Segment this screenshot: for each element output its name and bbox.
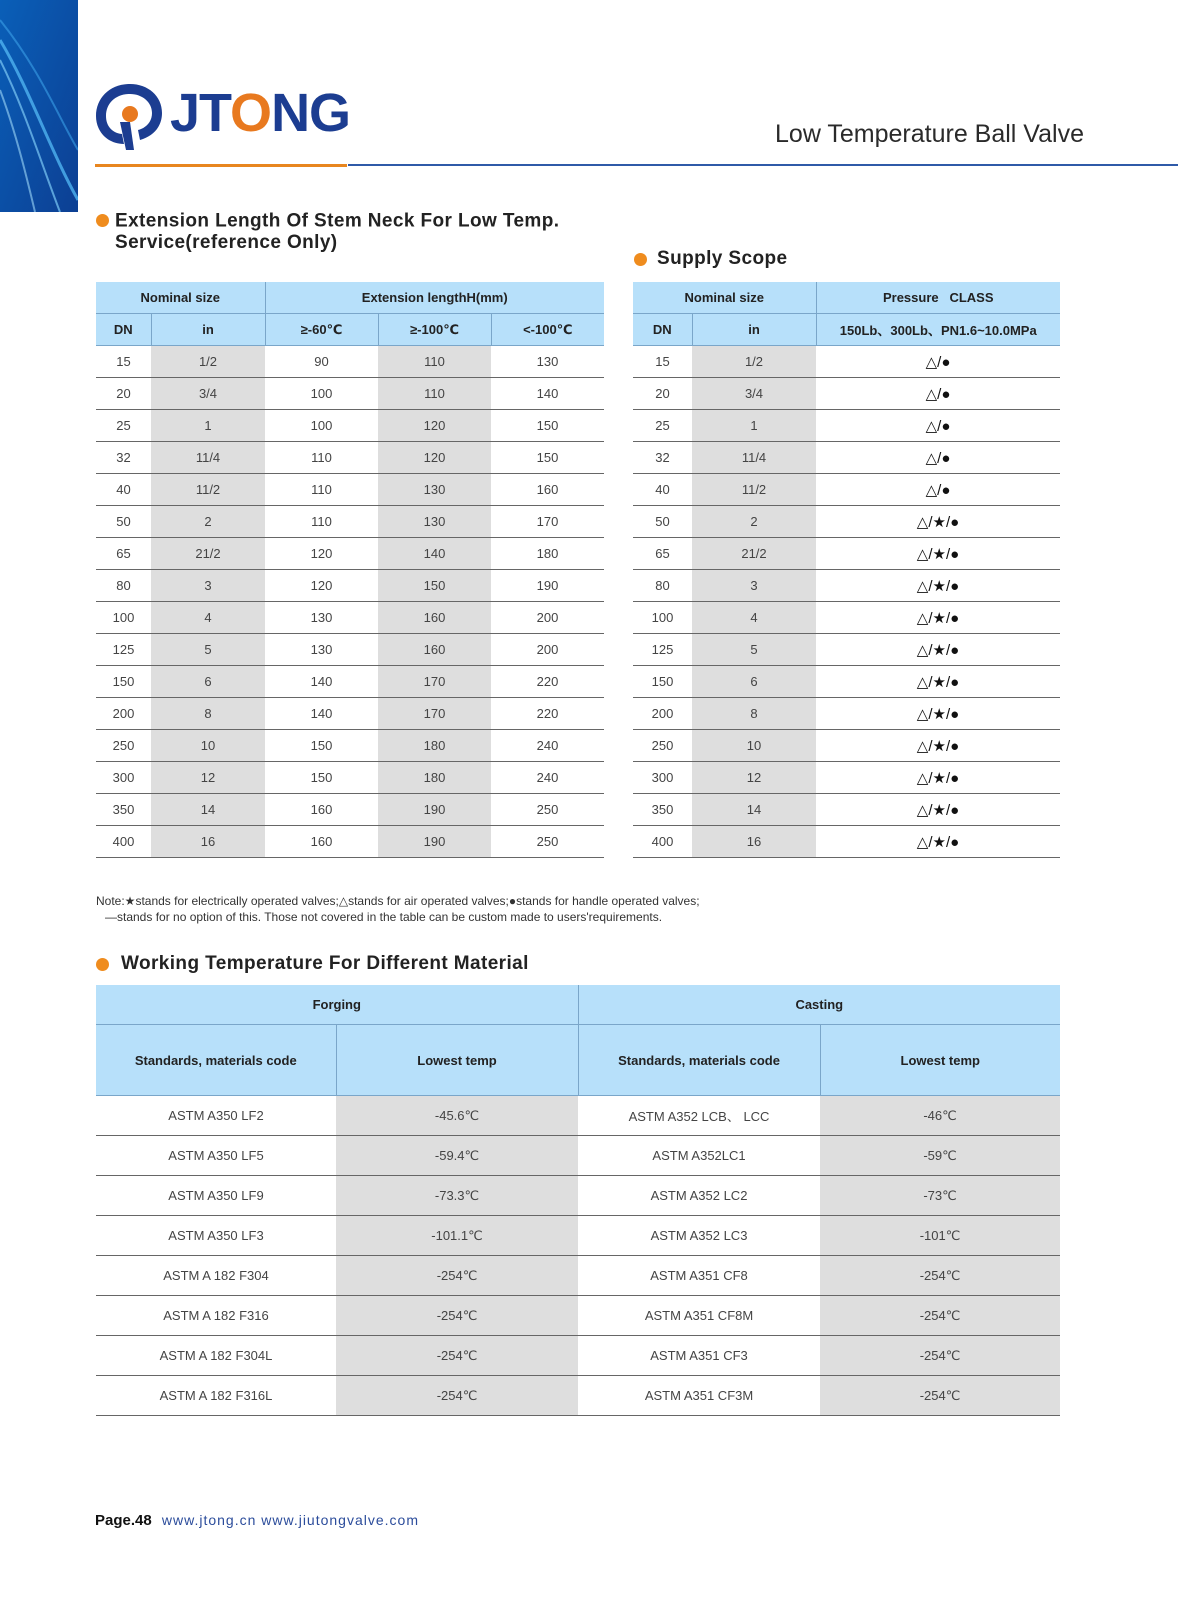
table-row bbox=[96, 1176, 1060, 1216]
header-temp-60: ≥-60℃ bbox=[265, 314, 378, 346]
table-cell: △/● bbox=[816, 346, 1060, 378]
table-row bbox=[96, 762, 604, 794]
table-row bbox=[633, 410, 1060, 442]
table-cell: -254℃ bbox=[336, 1256, 578, 1296]
table-cell: 50 bbox=[96, 506, 151, 538]
table-cell: -59.4℃ bbox=[336, 1136, 578, 1176]
table-cell: 140 bbox=[378, 538, 491, 570]
supply-scope-table bbox=[633, 282, 1060, 858]
table-cell: 40 bbox=[633, 474, 692, 506]
table-cell: 200 bbox=[633, 698, 692, 730]
legend-note bbox=[96, 893, 700, 925]
table-cell: △/● bbox=[816, 474, 1060, 506]
table-cell: 15 bbox=[96, 346, 151, 378]
table-cell: 110 bbox=[378, 346, 491, 378]
table-row bbox=[96, 410, 604, 442]
table-cell: 14 bbox=[151, 794, 265, 826]
table-cell: 160 bbox=[265, 794, 378, 826]
table-cell: 25 bbox=[96, 410, 151, 442]
table-cell: 4 bbox=[692, 602, 816, 634]
table-cell: -254℃ bbox=[336, 1376, 578, 1416]
table-cell: -45.6℃ bbox=[336, 1096, 578, 1136]
table-cell: 170 bbox=[378, 698, 491, 730]
table-cell: 120 bbox=[265, 570, 378, 602]
table-row bbox=[633, 826, 1060, 858]
table-row bbox=[96, 378, 604, 410]
table-cell: 3 bbox=[692, 570, 816, 602]
table-cell: ASTM A351 CF8M bbox=[578, 1296, 820, 1336]
table-cell: △/● bbox=[816, 410, 1060, 442]
table-cell: 10 bbox=[692, 730, 816, 762]
table-row bbox=[96, 602, 604, 634]
table-cell: 190 bbox=[378, 794, 491, 826]
table-cell: △/● bbox=[816, 378, 1060, 410]
table-cell: 300 bbox=[633, 762, 692, 794]
header-casting-lowest-temp: Lowest temp bbox=[820, 1025, 1060, 1096]
extension-table-body bbox=[96, 346, 604, 858]
table-cell: 2 bbox=[692, 506, 816, 538]
table-row bbox=[633, 730, 1060, 762]
corner-graphic bbox=[0, 0, 78, 212]
table-cell: 150 bbox=[96, 666, 151, 698]
table-cell: 16 bbox=[692, 826, 816, 858]
table-row bbox=[633, 666, 1060, 698]
table-cell: 130 bbox=[265, 602, 378, 634]
table-cell: 110 bbox=[265, 506, 378, 538]
table-cell: 190 bbox=[378, 826, 491, 858]
table-row bbox=[633, 794, 1060, 826]
table-cell: ASTM A352 LCB、 LCC bbox=[578, 1096, 820, 1136]
table-cell: ASTM A350 LF5 bbox=[96, 1136, 336, 1176]
table-row bbox=[96, 1216, 1060, 1256]
table-cell: -59℃ bbox=[820, 1136, 1060, 1176]
table-cell: 5 bbox=[692, 634, 816, 666]
table-cell: 100 bbox=[633, 602, 692, 634]
table-cell: ASTM A351 CF8 bbox=[578, 1256, 820, 1296]
table-cell: 150 bbox=[378, 570, 491, 602]
table-cell: 110 bbox=[265, 474, 378, 506]
table-cell: 1 bbox=[151, 410, 265, 442]
header-casting: Casting bbox=[578, 985, 1060, 1025]
table-cell: 20 bbox=[96, 378, 151, 410]
table-cell: 180 bbox=[378, 730, 491, 762]
table-cell: 130 bbox=[378, 506, 491, 538]
table-cell: 4 bbox=[151, 602, 265, 634]
table-row bbox=[96, 1376, 1060, 1416]
table-row bbox=[96, 666, 604, 698]
table-cell: ASTM A 182 F316L bbox=[96, 1376, 336, 1416]
extension-length-table bbox=[96, 282, 604, 858]
table-cell: 120 bbox=[378, 442, 491, 474]
table-row bbox=[96, 1136, 1060, 1176]
table-cell: 170 bbox=[491, 506, 604, 538]
table-cell: 240 bbox=[491, 730, 604, 762]
table-cell: -254℃ bbox=[336, 1296, 578, 1336]
table-cell: 1/2 bbox=[151, 346, 265, 378]
table-cell: 65 bbox=[633, 538, 692, 570]
table-row bbox=[633, 474, 1060, 506]
table-cell: ASTM A 182 F316 bbox=[96, 1296, 336, 1336]
table-cell: 120 bbox=[378, 410, 491, 442]
table-cell: △/★/● bbox=[816, 506, 1060, 538]
table-cell: -73.3℃ bbox=[336, 1176, 578, 1216]
table-cell: △/★/● bbox=[816, 570, 1060, 602]
header-casting-standards: Standards, materials code bbox=[578, 1025, 820, 1096]
table-cell: △/★/● bbox=[816, 826, 1060, 858]
table-cell: 180 bbox=[378, 762, 491, 794]
document-title: Low Temperature Ball Valve bbox=[775, 120, 1084, 148]
table-cell: 160 bbox=[265, 826, 378, 858]
table-cell: 6 bbox=[692, 666, 816, 698]
table-cell: -254℃ bbox=[820, 1256, 1060, 1296]
table-cell: -101℃ bbox=[820, 1216, 1060, 1256]
table-row bbox=[96, 698, 604, 730]
table-row bbox=[633, 570, 1060, 602]
table-cell: ASTM A351 CF3M bbox=[578, 1376, 820, 1416]
table-cell: 6 bbox=[151, 666, 265, 698]
table-cell: △/★/● bbox=[816, 634, 1060, 666]
header-forging-standards: Standards, materials code bbox=[96, 1025, 336, 1096]
header-nominal-size: Nominal size bbox=[96, 282, 265, 314]
table-cell: △/★/● bbox=[816, 762, 1060, 794]
header-blue-rule bbox=[348, 164, 1178, 166]
table-row bbox=[633, 346, 1060, 378]
table-row bbox=[96, 346, 604, 378]
table-cell: 16 bbox=[151, 826, 265, 858]
table-cell: 32 bbox=[633, 442, 692, 474]
page-number: Page.48 bbox=[95, 1512, 152, 1529]
table-cell: 150 bbox=[633, 666, 692, 698]
table-cell: 150 bbox=[265, 730, 378, 762]
table-cell: 160 bbox=[378, 634, 491, 666]
table-row bbox=[633, 442, 1060, 474]
table-cell: 140 bbox=[491, 378, 604, 410]
table-cell: 80 bbox=[96, 570, 151, 602]
table-cell: 14 bbox=[692, 794, 816, 826]
table-cell: 240 bbox=[491, 762, 604, 794]
header-in: in bbox=[692, 314, 816, 346]
table-cell: 120 bbox=[265, 538, 378, 570]
table-cell: 90 bbox=[265, 346, 378, 378]
table-cell: 10 bbox=[151, 730, 265, 762]
table-cell: △/★/● bbox=[816, 538, 1060, 570]
table-cell: 220 bbox=[491, 698, 604, 730]
table-cell: 190 bbox=[491, 570, 604, 602]
table-cell: -254℃ bbox=[336, 1336, 578, 1376]
table-cell: 11/2 bbox=[692, 474, 816, 506]
table-cell: 3/4 bbox=[692, 378, 816, 410]
bullet-icon bbox=[96, 958, 109, 971]
table-row bbox=[633, 378, 1060, 410]
table-cell: 130 bbox=[491, 346, 604, 378]
table-cell: 160 bbox=[491, 474, 604, 506]
page-footer bbox=[95, 1512, 419, 1529]
table-row bbox=[96, 506, 604, 538]
table-cell: ASTM A352LC1 bbox=[578, 1136, 820, 1176]
table-row bbox=[633, 506, 1060, 538]
table-cell: 11/2 bbox=[151, 474, 265, 506]
table-cell: 11/4 bbox=[692, 442, 816, 474]
table-cell: 32 bbox=[96, 442, 151, 474]
bullet-icon bbox=[96, 214, 109, 227]
table-cell: -101.1℃ bbox=[336, 1216, 578, 1256]
table-cell: 150 bbox=[265, 762, 378, 794]
table-cell: ASTM A 182 F304 bbox=[96, 1256, 336, 1296]
header-nominal-size: Nominal size bbox=[633, 282, 816, 314]
table-cell: -254℃ bbox=[820, 1376, 1060, 1416]
table-cell: ASTM A351 CF3 bbox=[578, 1336, 820, 1376]
logo-wordmark: JTONG bbox=[170, 83, 351, 143]
table-cell: 21/2 bbox=[692, 538, 816, 570]
table-row bbox=[96, 442, 604, 474]
header-temp-100: ≥-100℃ bbox=[378, 314, 491, 346]
table-row bbox=[96, 826, 604, 858]
table-cell: 125 bbox=[633, 634, 692, 666]
table-cell: 20 bbox=[633, 378, 692, 410]
working-temp-table-body bbox=[96, 1096, 1060, 1416]
table-cell: 350 bbox=[633, 794, 692, 826]
table-row bbox=[96, 794, 604, 826]
brand-logo bbox=[94, 78, 354, 152]
bullet-icon bbox=[634, 253, 647, 266]
table-cell: 200 bbox=[491, 602, 604, 634]
table-cell: 150 bbox=[491, 442, 604, 474]
table-cell: 12 bbox=[151, 762, 265, 794]
table-cell: 15 bbox=[633, 346, 692, 378]
table-row bbox=[633, 634, 1060, 666]
table-row bbox=[96, 1296, 1060, 1336]
table-cell: 140 bbox=[265, 666, 378, 698]
header-temp-below-100: <-100℃ bbox=[491, 314, 604, 346]
table-cell: 110 bbox=[265, 442, 378, 474]
table-cell: △/● bbox=[816, 442, 1060, 474]
table-cell: 3/4 bbox=[151, 378, 265, 410]
table-cell: ASTM A350 LF3 bbox=[96, 1216, 336, 1256]
table-cell: -73℃ bbox=[820, 1176, 1060, 1216]
table-cell: 21/2 bbox=[151, 538, 265, 570]
table-cell: 5 bbox=[151, 634, 265, 666]
table-cell: 400 bbox=[633, 826, 692, 858]
table-row bbox=[96, 1336, 1060, 1376]
header-orange-rule bbox=[95, 164, 347, 167]
header-dn: DN bbox=[633, 314, 692, 346]
table-cell: 400 bbox=[96, 826, 151, 858]
table-cell: 80 bbox=[633, 570, 692, 602]
table-cell: 3 bbox=[151, 570, 265, 602]
header-in: in bbox=[151, 314, 265, 346]
header-forging-lowest-temp: Lowest temp bbox=[336, 1025, 578, 1096]
table-cell: 110 bbox=[378, 378, 491, 410]
table-cell: 8 bbox=[151, 698, 265, 730]
header-pressure-range: 150Lb、300Lb、PN1.6~10.0MPa bbox=[816, 314, 1060, 346]
table-cell: 250 bbox=[633, 730, 692, 762]
table-row bbox=[96, 570, 604, 602]
table-cell: -254℃ bbox=[820, 1336, 1060, 1376]
header-dn: DN bbox=[96, 314, 151, 346]
header-forging: Forging bbox=[96, 985, 578, 1025]
table-cell: 25 bbox=[633, 410, 692, 442]
table-cell: 130 bbox=[378, 474, 491, 506]
table-cell: -254℃ bbox=[820, 1296, 1060, 1336]
table-cell: 100 bbox=[265, 378, 378, 410]
working-temp-heading: Working Temperature For Different Material bbox=[96, 953, 529, 975]
table-cell: 180 bbox=[491, 538, 604, 570]
table-cell: 130 bbox=[265, 634, 378, 666]
table-row bbox=[96, 1096, 1060, 1136]
table-cell: 220 bbox=[491, 666, 604, 698]
table-cell: 8 bbox=[692, 698, 816, 730]
table-row bbox=[633, 538, 1060, 570]
table-cell: 250 bbox=[96, 730, 151, 762]
header-pressure-class: Pressure CLASS bbox=[816, 282, 1060, 314]
table-cell: 200 bbox=[491, 634, 604, 666]
table-cell: ASTM A352 LC3 bbox=[578, 1216, 820, 1256]
table-cell: 11/4 bbox=[151, 442, 265, 474]
table-cell: 1 bbox=[692, 410, 816, 442]
table-cell: 125 bbox=[96, 634, 151, 666]
logo-mark-icon bbox=[94, 78, 166, 152]
table-cell: 50 bbox=[633, 506, 692, 538]
table-cell: 170 bbox=[378, 666, 491, 698]
table-cell: △/★/● bbox=[816, 602, 1060, 634]
table-cell: 150 bbox=[491, 410, 604, 442]
table-row bbox=[96, 1256, 1060, 1296]
table-cell: -46℃ bbox=[820, 1096, 1060, 1136]
table-cell: △/★/● bbox=[816, 794, 1060, 826]
table-cell: ASTM A350 LF9 bbox=[96, 1176, 336, 1216]
table-cell: 2 bbox=[151, 506, 265, 538]
table-row bbox=[96, 730, 604, 762]
table-cell: △/★/● bbox=[816, 730, 1060, 762]
table-cell: 350 bbox=[96, 794, 151, 826]
table-cell: 200 bbox=[96, 698, 151, 730]
table-cell: 40 bbox=[96, 474, 151, 506]
header-extension-length: Extension lengthH(mm) bbox=[265, 282, 604, 314]
footer-urls: www.jtong.cn www.jiutongvalve.com bbox=[161, 1512, 419, 1528]
working-temperature-table bbox=[96, 985, 1060, 1416]
table-cell: 160 bbox=[378, 602, 491, 634]
table-cell: 100 bbox=[96, 602, 151, 634]
table-cell: ASTM A352 LC2 bbox=[578, 1176, 820, 1216]
table-cell: 250 bbox=[491, 794, 604, 826]
table-cell: △/★/● bbox=[816, 666, 1060, 698]
table-row bbox=[633, 602, 1060, 634]
table-row bbox=[96, 538, 604, 570]
table-cell: △/★/● bbox=[816, 698, 1060, 730]
table-cell: 300 bbox=[96, 762, 151, 794]
table-cell: 140 bbox=[265, 698, 378, 730]
table-cell: 65 bbox=[96, 538, 151, 570]
table-cell: 100 bbox=[265, 410, 378, 442]
table-row bbox=[633, 762, 1060, 794]
table-row bbox=[96, 634, 604, 666]
table-cell: 250 bbox=[491, 826, 604, 858]
table-cell: ASTM A350 LF2 bbox=[96, 1096, 336, 1136]
table-cell: 12 bbox=[692, 762, 816, 794]
supply-table-body bbox=[633, 346, 1060, 858]
table-cell: ASTM A 182 F304L bbox=[96, 1336, 336, 1376]
table-row bbox=[633, 698, 1060, 730]
extension-heading: Extension Length Of Stem Neck For Low Temp. Service(reference Only) bbox=[96, 210, 559, 253]
table-cell: 1/2 bbox=[692, 346, 816, 378]
table-row bbox=[96, 474, 604, 506]
supply-heading: Supply Scope bbox=[634, 248, 787, 270]
note-line-2: —stands for no option of this. Those not covered in the table can be custom made to users'requirements. bbox=[105, 910, 663, 924]
note-line-1: Note:★stands for electrically operated valves;△stands for air operated valves;●stands for handle operated valves; bbox=[96, 894, 700, 908]
